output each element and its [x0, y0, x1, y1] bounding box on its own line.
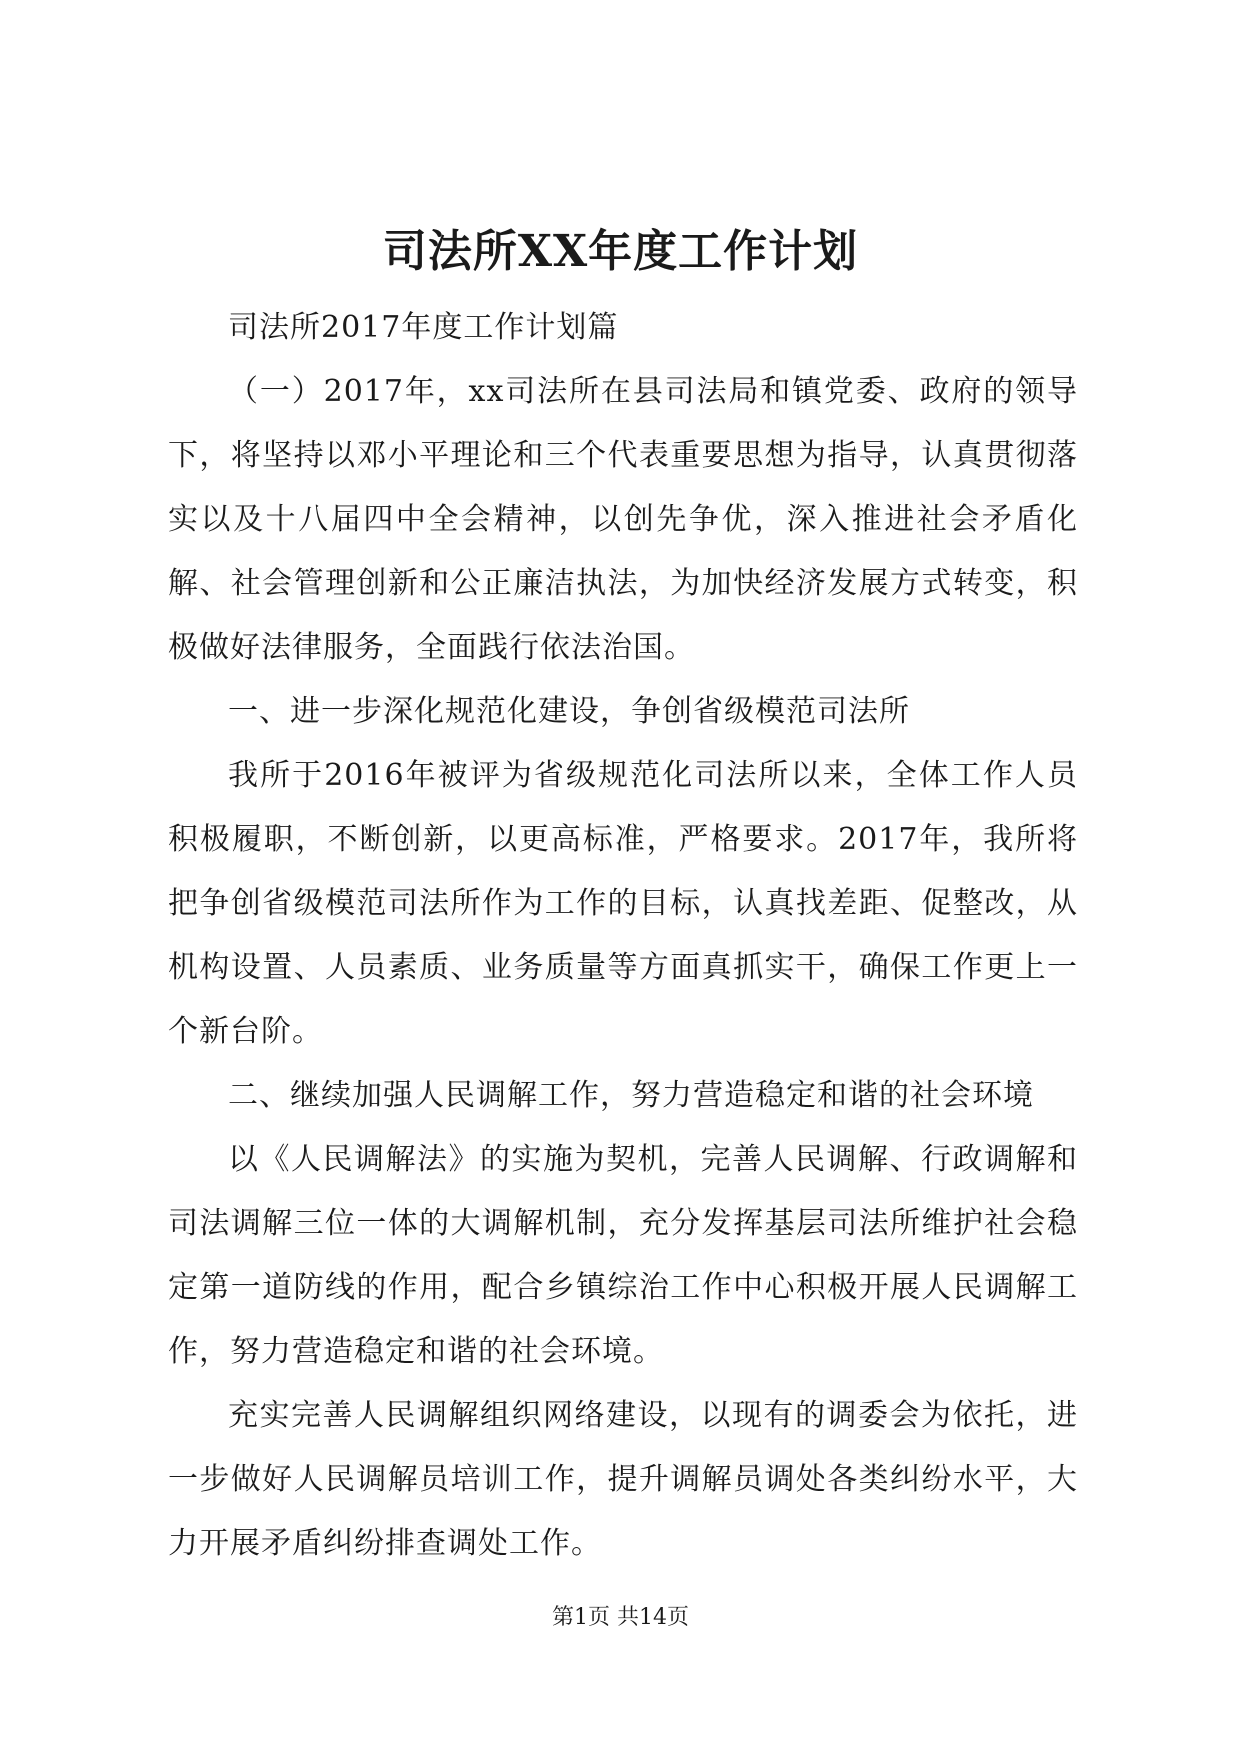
paragraph-intro: （一）2017年，xx司法所在县司法局和镇党委、政府的领导下，将坚持以邓小平理论和三个代表重要思想为指导，认真贯彻落实以及十八届四中全会精神，以创先争优，深入推进社会矛盾化解、社会管理创新和公正廉洁执法，为加快经济发展方式转变，积极做好法律服务，全面践行依法治国。 [168, 374, 1078, 665]
paragraph-section-1: 我所于2016年被评为省级规范化司法所以来，全体工作人员积极履职，不断创新，以更高标准，严格要求。2017年，我所将把争创省级模范司法所作为工作的目标，认真找差距、促整改，从机构设置、人员素质、业务质量等方面真抓实干，确保工作更上一个新台阶。 [168, 758, 1078, 1049]
page-footer: 第1页 共14页 [552, 1605, 689, 1630]
document-title: 司法所XX年度工作计划 [382, 226, 859, 277]
paragraph-section-2a: 以《人民调解法》的实施为契机，完善人民调解、行政调解和司法调解三位一体的大调解机制，充分发挥基层司法所维护社会稳定第一道防线的作用，配合乡镇综治工作中心积极开展人民调解工作，努力营造稳定和谐的社会环境。 [168, 1142, 1078, 1369]
paragraph-section-2b: 充实完善人民调解组织网络建设，以现有的调委会为依托，进一步做好人民调解员培训工作，提升调解员调处各类纠纷水平，大力开展矛盾纠纷排查调处工作。 [168, 1398, 1078, 1561]
section-heading-2: 二、继续加强人民调解工作，努力营造稳定和谐的社会环境 [228, 1078, 1034, 1113]
document-body [168, 296, 1078, 1576]
section-heading-1: 一、进一步深化规范化建设，争创省级模范司法所 [228, 694, 910, 729]
paragraph-subtitle: 司法所2017年度工作计划篇 [228, 310, 619, 345]
